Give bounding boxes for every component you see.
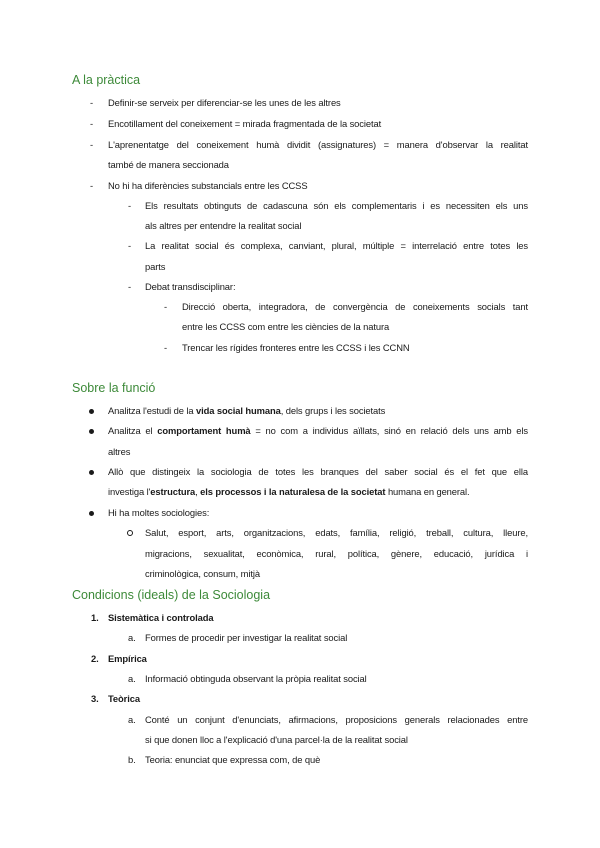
practica-item-1: Definir-se serveix per diferenciar-se les unes de les altres [108,97,341,108]
dash-marker: - [128,240,132,251]
condicio-letter: a. [128,632,136,643]
practica-sub-2: La realitat social és complexa, canviant, plural, múltiple = interrelació entre totes les [145,240,528,251]
dash-marker: - [164,301,168,312]
condicio-number-1: 1. [91,612,99,623]
condicio-label-3: Teòrica [108,693,140,704]
condicio-sub-1: Formes de procedir per investigar la realitat social [145,632,348,643]
dash-marker: - [90,118,94,129]
section-title-condicions: Condicions (ideals) de la Sociologia [72,588,271,602]
bullet-dot [89,470,94,475]
condicio-label-1: Sistemàtica i controlada [108,612,214,623]
condicio-number-3: 3. [91,693,99,704]
practica-item-3: L'aprenentatge del coneixement humà dividit (assignatures) = manera d'observar la realitat [108,139,528,150]
practica-subsub-1: Direcció oberta, integradora, de convergència de coneixements socials tant [182,301,528,312]
practica-item-2: Encotillament del coneixement = mirada fragmentada de la societat [108,118,382,129]
funcio-item-2-cont: altres [108,446,131,457]
practica-sub-2-cont: parts [145,261,166,272]
condicio-letter: a. [128,673,136,684]
practica-subsub-2: Trencar les rígides fronteres entre les CCSS i les CCNN [182,342,410,353]
practica-item-4: No hi ha diferències substancials entre les CCSS [108,180,308,191]
dash-marker: - [90,180,94,191]
funcio-item-1: Analitza l'estudi de la vida social humana, dels grups i les societats [108,405,386,416]
funcio-item-3: Allò que distingeix la sociologia de totes les branques del saber social és el fet que ella [108,466,528,477]
practica-item-3-cont: també de manera seccionada [108,159,229,170]
bullet-dot [89,511,94,516]
dash-marker: - [90,139,94,150]
bullet-dot [89,409,94,414]
dash-marker: - [128,200,132,211]
dash-marker: - [164,342,168,353]
condicio-letter: a. [128,714,136,725]
dash-marker: - [90,97,94,108]
condicio-number-2: 2. [91,653,99,664]
practica-sub-3: Debat transdisciplinar: [145,281,236,292]
condicio-letter: b. [128,754,136,765]
section-title-funcio: Sobre la funció [72,381,156,395]
condicio-sub-4: Teoria: enunciat que expressa com, de què [145,754,321,765]
condicio-label-2: Empírica [108,653,147,664]
condicio-sub-3: Conté un conjunt d'enunciats, afirmacions, proposicions generals relacionades entre [145,714,528,725]
funcio-item-2: Analitza el comportament humà = no com a individus aïllats, sinó en relació dels uns amb els [108,425,528,436]
bullet-dot [89,429,94,434]
dash-marker: - [128,281,132,292]
practica-sub-1-cont: als altres per entendre la realitat social [145,220,302,231]
funcio-sub-1: Salut, esport, arts, organitzacions, edats, família, religió, treball, cultura, lleure, [145,527,528,538]
funcio-item-4: Hi ha moltes sociologies: [108,507,210,518]
funcio-sub-1-cont: migracions, sexualitat, econòmica, rural, política, gènere, educació, jurídica i [145,548,528,559]
funcio-sub-1-cont2: criminològica, consum, mitjà [145,568,260,579]
funcio-item-3-cont: investiga l'estructura, els processos i la naturalesa de la societat humana en general. [108,486,470,497]
practica-subsub-1-cont: entre les CCSS com entre les ciències de la natura [182,321,390,332]
section-title-practica: A la pràctica [72,73,141,87]
condicio-sub-3-cont: si que donen lloc a l'explicació d'una parcel·la de la realitat social [145,734,408,745]
practica-sub-1: Els resultats obtinguts de cadascuna són els complementaris i es necessiten els uns [145,200,528,211]
bullet-circle [127,530,133,536]
condicio-sub-2: Informació obtinguda observant la pròpia realitat social [145,673,367,684]
